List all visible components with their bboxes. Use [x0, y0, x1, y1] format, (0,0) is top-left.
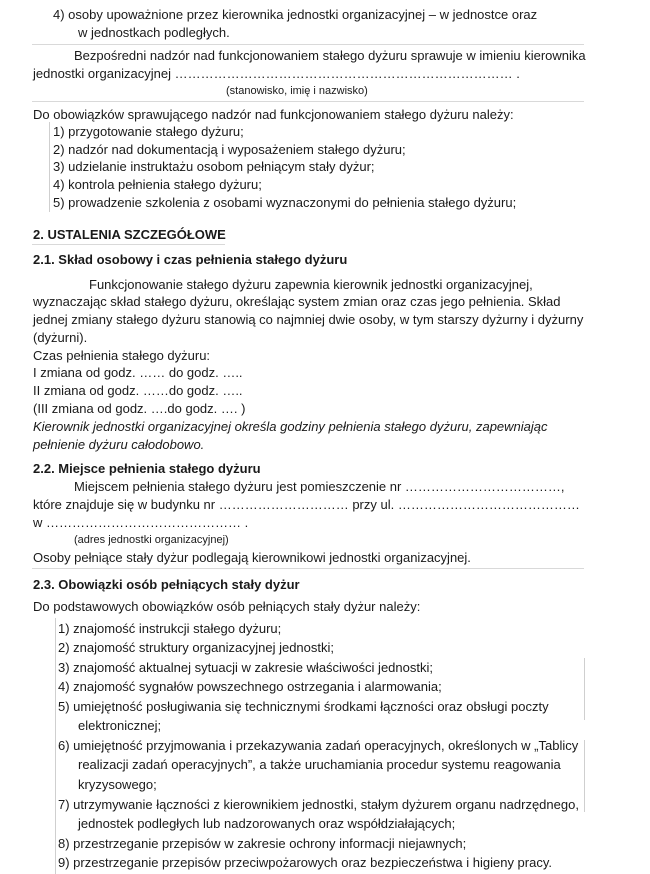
paragraph-line: Bezpośredni nadzór nad funkcjonowaniem stałego dyżuru sprawuje w imieniu kierownika [74, 48, 586, 63]
subsection-heading: 2.2. Miejsce pełnienia stałego dyżuru [33, 461, 261, 476]
paragraph-line: Do podstawowych obowiązków osób pełniących stały dyżur należy: [33, 599, 421, 614]
shift-line: II zmiana od godz. ……do godz. ….. [33, 383, 243, 398]
list-item-continuation: realizacji zadań operacyjnych”, a także uruchamiania procedur systemu reagowania [78, 757, 561, 772]
divider [32, 44, 584, 45]
list-item: 4) znajomość sygnałów powszechnego ostrzegania i alarmowania; [58, 679, 442, 694]
list-item: 5) umiejętność posługiwania się technicznymi środkami łączności oraz obsługi poczty [58, 699, 549, 714]
list-item: 1) przygotowanie stałego dyżuru; [53, 124, 244, 139]
divider [32, 101, 584, 102]
list-item: 6) umiejętność przyjmowania i przekazywania zadań operacyjnych, określonych w „Tablicy [58, 738, 579, 753]
list-margin-line [55, 618, 56, 874]
paragraph-line: w ……………………………………… . [33, 515, 249, 530]
paragraph-line: wyznaczając skład stałego dyżuru, określając system zmian oraz czas jego pełnienia. Skład [33, 294, 561, 309]
paragraph-line: jednej zmiany stałego dyżuru stanowią co najmniej dwie osoby, w tym starszy dyżurny i dyżurny [33, 312, 584, 327]
list-item: 2) znajomość struktury organizacyjnej jednostki; [58, 640, 335, 655]
list-item: 4) osoby upoważnione przez kierownika jednostki organizacyjnej – w jednostce oraz [53, 7, 538, 22]
divider [32, 244, 225, 245]
list-item: 3) udzielanie instruktażu osobom pełniącym stały dyżur; [53, 159, 375, 174]
subsection-heading: 2.3. Obowiązki osób pełniących stały dyżur [33, 577, 300, 592]
note-line: pełnienie dyżuru całodobowo. [33, 437, 205, 452]
shift-line: I zmiana od godz. …… do godz. ….. [33, 365, 243, 380]
list-item-continuation: kryzysowego; [78, 777, 157, 792]
paragraph-line: które znajduje się w budynku nr ………………………… przy ul. …………………………………… [33, 497, 580, 512]
shift-line: (III zmiana od godz. ….do godz. …. ) [33, 401, 246, 416]
paragraph-line: jednostki organizacyjnej …………………………………………………………………… . [33, 66, 520, 81]
list-item: 8) przestrzeganie przepisów w zakresie ochrony informacji niejawnych; [58, 836, 467, 851]
list-margin-line [49, 122, 50, 212]
list-item: 2) nadzór nad dokumentacją i wyposażeniem stałego dyżuru; [53, 142, 406, 157]
list-item: 1) znajomość instrukcji stałego dyżuru; [58, 621, 282, 636]
list-item: 3) znajomość aktualnej sytuacji w zakresie właściwości jednostki; [58, 660, 433, 675]
note-line: Kierownik jednostki organizacyjnej określa godziny pełnienia stałego dyżuru, zapewniając [33, 419, 548, 434]
section-heading: 2. USTALENIA SZCZEGÓŁOWE [33, 227, 226, 242]
field-caption: (stanowisko, imię i nazwisko) [226, 85, 368, 97]
list-item: 7) utrzymywanie łączności z kierownikiem jednostki, stałym dyżurem organu nadrzędnego, [58, 797, 579, 812]
list-item: 4) kontrola pełnienia stałego dyżuru; [53, 177, 262, 192]
paragraph-line: Do obowiązków sprawującego nadzór nad funkcjonowaniem stałego dyżuru należy: [33, 107, 514, 122]
subsection-heading: 2.1. Skład osobowy i czas pełnienia stałego dyżuru [33, 252, 348, 267]
list-item-continuation: jednostek podległych lub nadzorowanych oraz współdziałających; [78, 816, 456, 831]
field-caption: (adres jednostki organizacyjnej) [74, 534, 229, 546]
paragraph-line: Miejscem pełnienia stałego dyżuru jest pomieszczenie nr ………………………………, [74, 479, 565, 494]
paragraph-line: (dyżurni). [33, 330, 88, 345]
margin-line-right [584, 658, 585, 720]
paragraph-line: Funkcjonowanie stałego dyżuru zapewnia kierownik jednostki organizacyjnej, [89, 277, 533, 292]
list-item-continuation: w jednostkach podległych. [78, 25, 230, 40]
list-item-continuation: elektronicznej; [78, 718, 162, 733]
divider [32, 568, 584, 569]
paragraph-line: Czas pełnienia stałego dyżuru: [33, 348, 211, 363]
list-item: 9) przestrzeganie przepisów przeciwpożarowych oraz bezpieczeństwa i higieny pracy. [58, 855, 552, 870]
paragraph-line: Osoby pełniące stały dyżur podlegają kierownikowi jednostki organizacyjnej. [33, 550, 471, 565]
list-item: 5) prowadzenie szkolenia z osobami wyznaczonymi do pełnienia stałego dyżuru; [53, 195, 517, 210]
